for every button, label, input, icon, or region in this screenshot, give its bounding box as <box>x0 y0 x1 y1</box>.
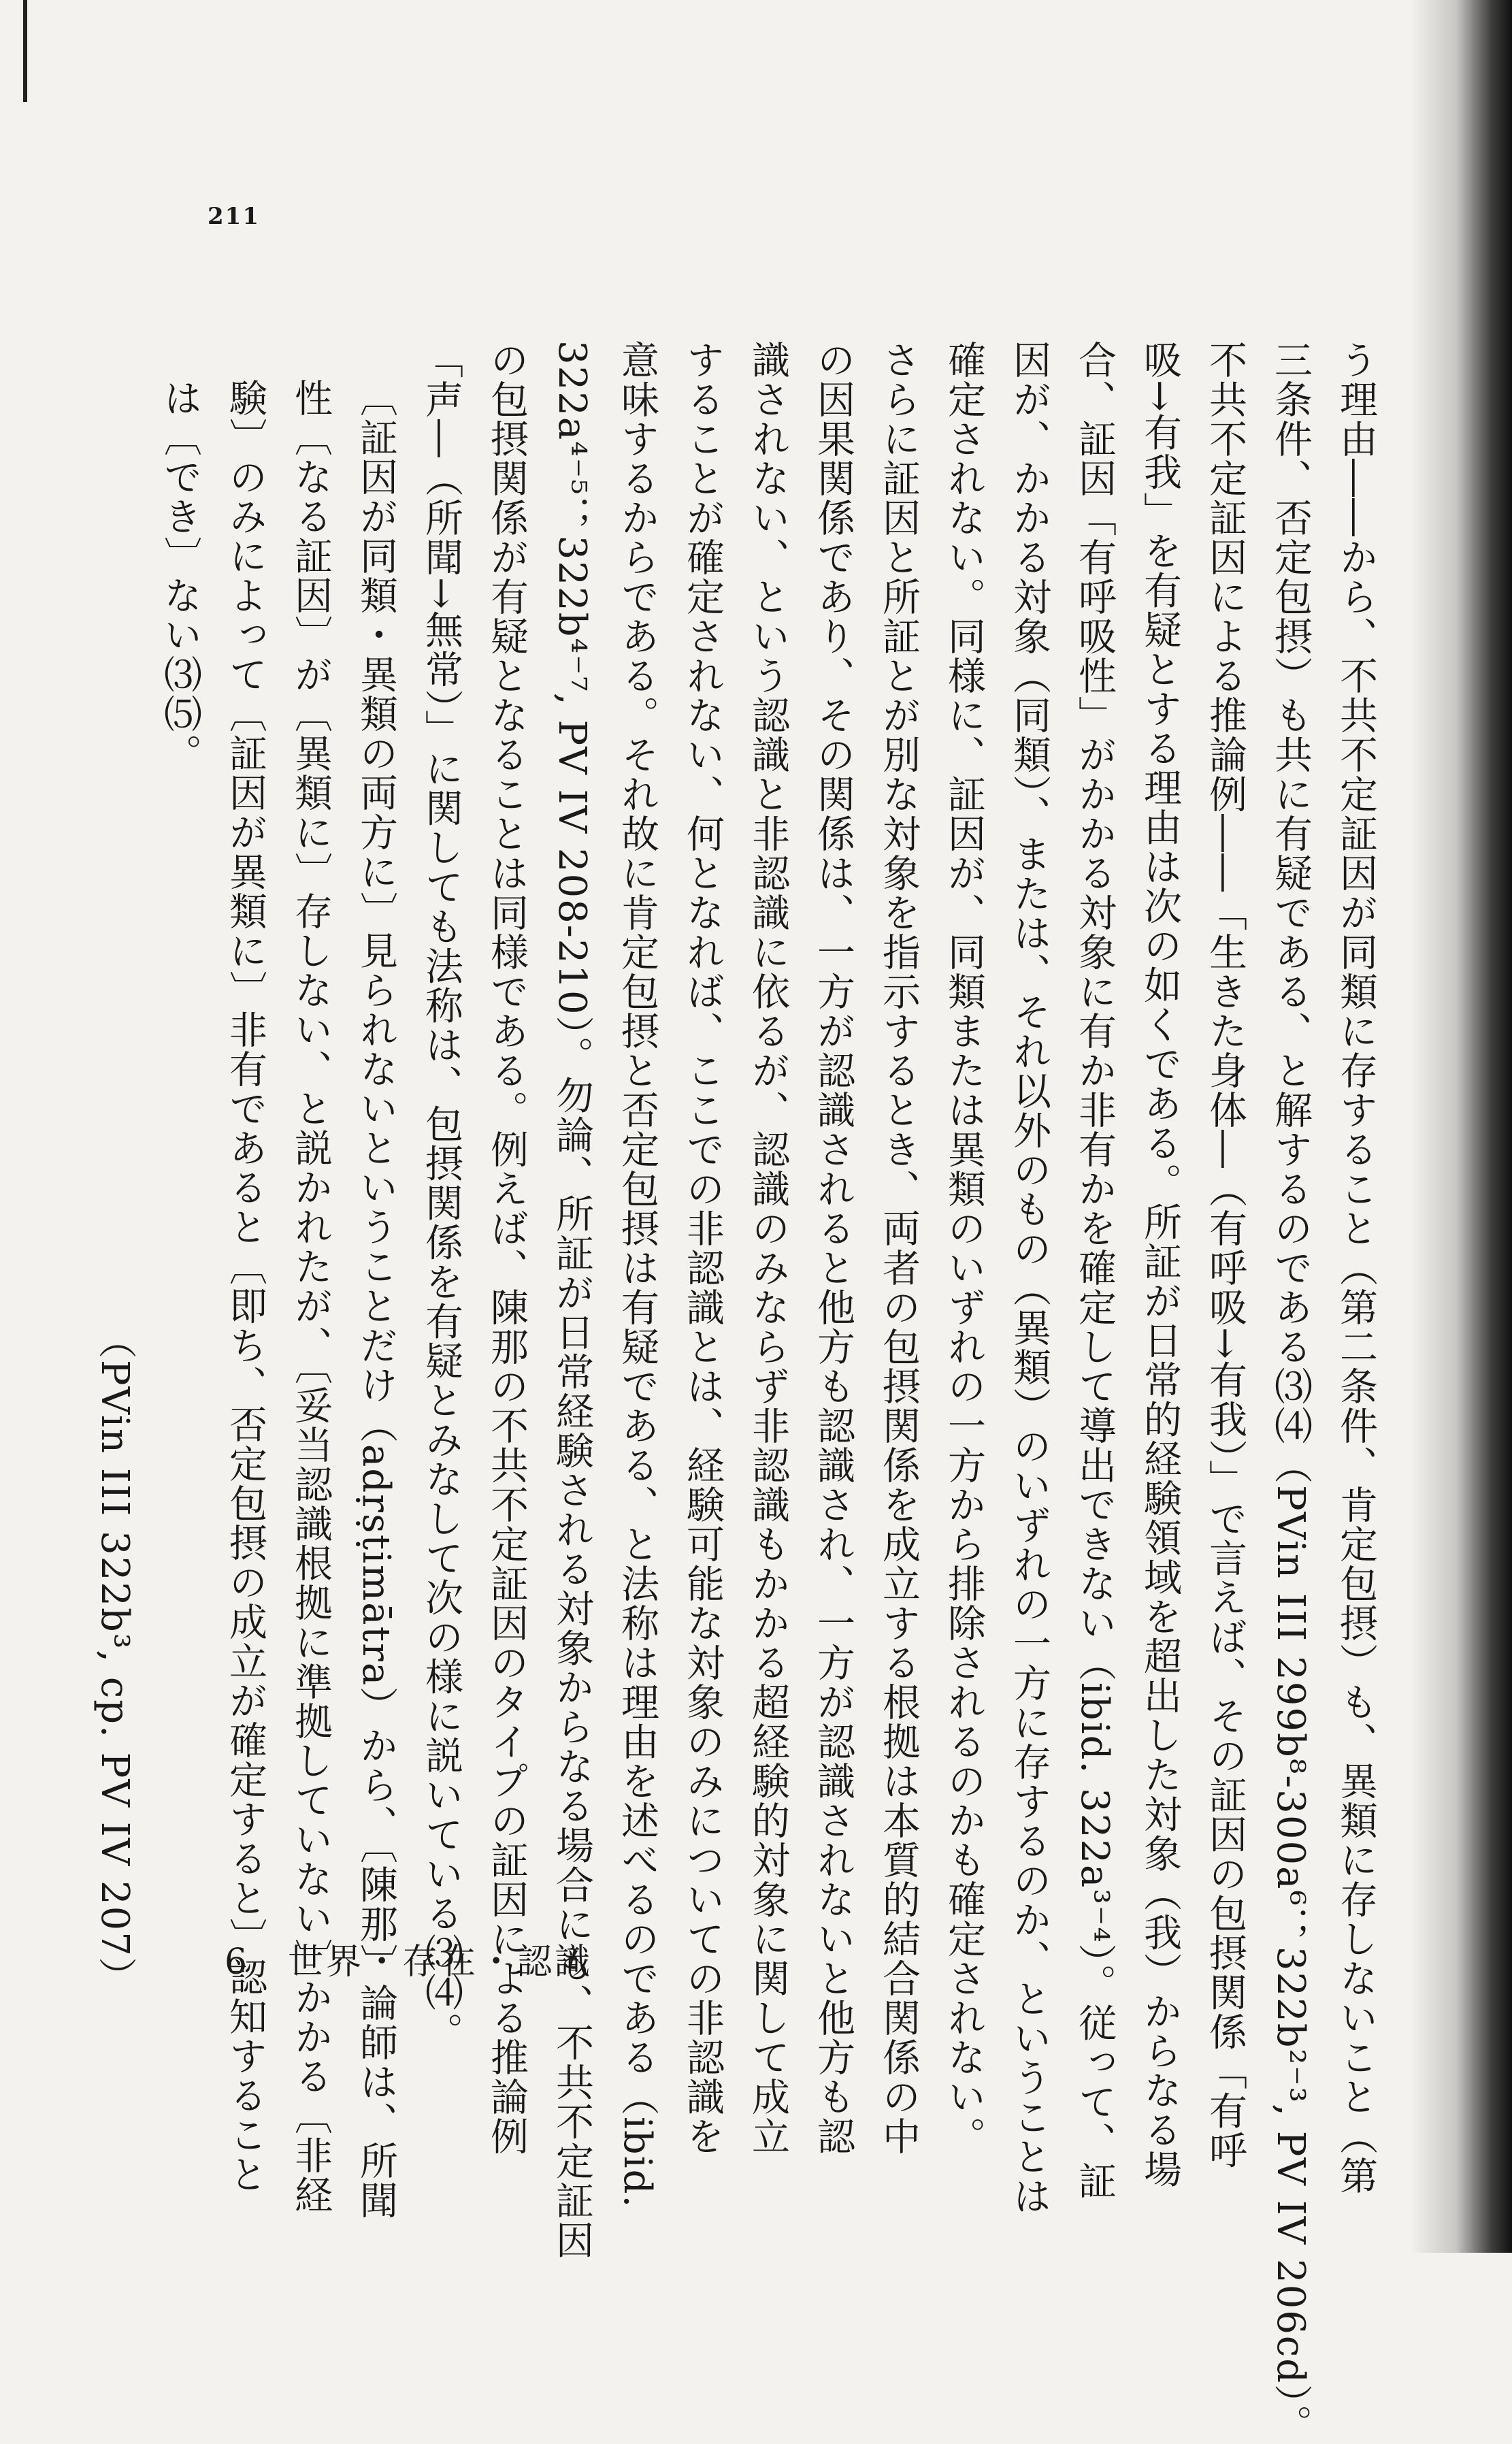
text-line: 因が、かかる対象（同類）、または、それ以外のもの（異類）のいずれの一方に存するのか、ということは <box>1007 340 1051 2216</box>
page-number: 211 <box>208 203 260 230</box>
text-line: の包摂関係が有疑となることは同様である。例えば、陳那の不共不定証因のタイプの証因による推論例 <box>484 340 529 2156</box>
citation-line: （PVin III 322b³, cp. PV IV 207） <box>93 1320 137 1997</box>
text-line: することが確定されない、何となれば、ここでの非認識とは、経験可能な対象のみについての非認識を <box>680 340 725 2156</box>
scan-edge-mark <box>23 0 27 102</box>
text-line: 322a⁴⁻⁵；322b⁴⁻⁷, PV IV 208-210）。勿論、所証が日常経験される対象からなる場合にも、不共不定証因 <box>550 340 594 2260</box>
text-line: 不共不定証因による推論例――「生きた身体―（有呼吸→有我）」で言えば、その証因の包摂関係「有呼 <box>1203 340 1247 2170</box>
quote-line: 験〕のみによって〔証因が異類に〕非有であると〔即ち、否定包摂の成立が確定すると〕認知すること <box>223 378 267 2194</box>
running-footer: 6 世界・存在・認識 <box>225 1942 593 1983</box>
text-line: 「声―（所聞→無常）」に関しても法称は、包摂関係を有疑とみなして次の様に説いている⑶⑷。 <box>419 340 463 2052</box>
text-line: 合、証因「有呼吸性」がかかる対象に有か非有かを確定して導出できない（ibid. 322a³⁻⁴）。従って、証 <box>1072 340 1117 2201</box>
quote-line: は〔でき〕ない⑶⑸。 <box>158 378 202 773</box>
quote-line: 性〔なる証因〕が〔異類に〕存しない、と説かれたが、〔妥当認識根拠に準拠していない〕かかる〔非経 <box>289 378 333 2215</box>
text-line: 吸→有我」を有疑とする理由は次の如くである。所証が日常的経験領域を超出した対象（我）からなる場 <box>1138 340 1182 2189</box>
text-line: 識されない、という認識と非認識に依るが、認識のみならず非認識もかかる超経験的対象に関して成立 <box>746 340 790 2156</box>
quote-line: 〔証因が同類・異類の両方に〕見られないということだけ（adṛṣṭimātra）から、〔陳那〕論師は、所聞 <box>354 378 398 2221</box>
text-line: の因果関係であり、その関係は、一方が認識されると他方も認識され、一方が認識されないと他方も認 <box>811 340 855 2156</box>
text-line: 確定されない。同様に、証因が、同類または異類のいずれの一方から排除されるのかも確定されない。 <box>942 340 986 2156</box>
scan-edge-shadow <box>1410 0 1512 2253</box>
text-line: さらに証因と所証とが別な対象を指示するとき、両者の包摂関係を成立する根拠は本質的結合関係の中 <box>876 340 921 2156</box>
text-line: う理由――から、不共不定証因が同類に存すること（第二条件、肯定包摂）も、異類に存しないこと（第 <box>1334 340 1378 2196</box>
text-line: 意味するからである。それ故に肯定包摂と否定包摂は有疑である、と法称は理由を述べるのである（ibid. <box>615 340 659 2209</box>
text-line: 三条件、否定包摂）も共に有疑である、と解するのである⑶⑷（PVin III 299b⁸-300a⁶；322b²⁻³, PV IV 206cd）。 <box>1268 340 1313 2444</box>
